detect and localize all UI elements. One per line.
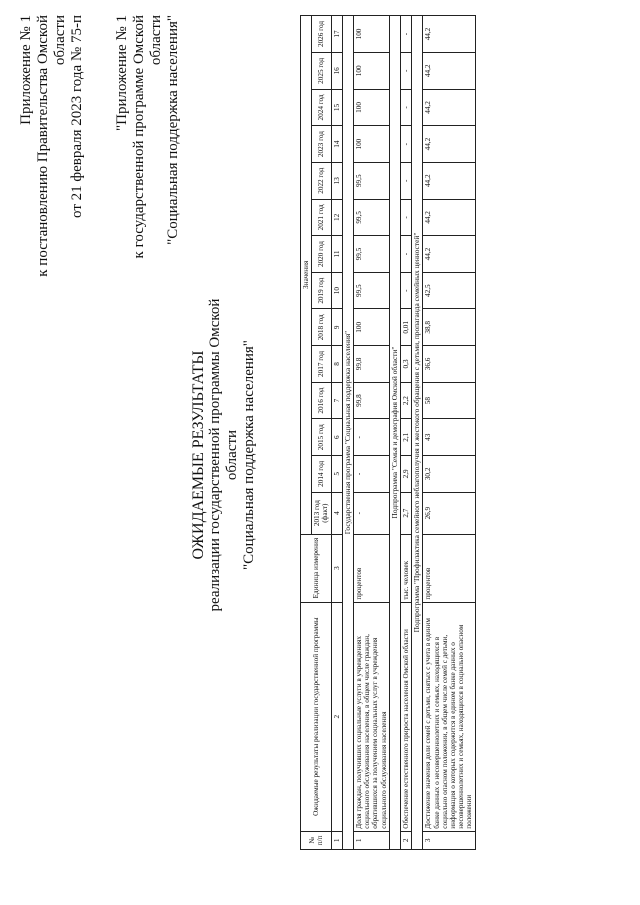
section-row-subprogram-1 <box>389 16 400 850</box>
value-cell: 2,9 <box>401 456 412 493</box>
col-number: 6 <box>331 419 342 456</box>
col-number: 7 <box>331 382 342 419</box>
value-cell: - <box>401 16 412 53</box>
results-table <box>300 15 476 850</box>
col-number: 15 <box>331 89 342 126</box>
value-cell: 44,2 <box>423 16 475 53</box>
table-row <box>354 16 390 850</box>
col-number: 17 <box>331 16 342 53</box>
year-cell: 2022 год <box>312 162 331 199</box>
col-unit: Единица измерения <box>301 534 332 602</box>
col-number: 12 <box>331 199 342 236</box>
year-cell: 2026 год <box>312 16 331 53</box>
value-cell: - <box>401 272 412 309</box>
section-row-subprogram-2 <box>412 16 423 850</box>
col-number: 13 <box>331 162 342 199</box>
value-cell: 43 <box>423 419 475 456</box>
program-name-ref: "Социальная поддержка населения" <box>165 15 181 245</box>
year-cell: 2016 год <box>312 382 331 419</box>
value-cell: - <box>401 199 412 236</box>
col-no: № п/п <box>301 831 332 849</box>
value-cell: 99,8 <box>354 382 390 419</box>
title-main: ОЖИДАЕМЫЕ РЕЗУЛЬТАТЫ <box>190 350 207 560</box>
title-block <box>190 275 258 635</box>
year-cell: 2025 год <box>312 53 331 90</box>
value-cell: 99,5 <box>354 199 390 236</box>
value-cell: - <box>401 236 412 273</box>
year-cell: 2017 год <box>312 346 331 383</box>
col-result: Ожидаемые результаты реализации государственной программы <box>301 602 332 831</box>
value-cell: 99,5 <box>354 272 390 309</box>
row-number: 1 <box>354 831 390 849</box>
col-number: 11 <box>331 236 342 273</box>
title-program: "Социальная поддержка населения" <box>241 340 257 570</box>
value-cell: 0,01 <box>401 309 412 346</box>
col-number: 4 <box>331 492 342 534</box>
col-number: 10 <box>331 272 342 309</box>
value-cell: 99,5 <box>354 162 390 199</box>
year-cell: 2019 год <box>312 272 331 309</box>
value-cell: 38,8 <box>423 309 475 346</box>
col-number: 8 <box>331 346 342 383</box>
value-cell: 100 <box>354 126 390 163</box>
header-block <box>18 15 182 305</box>
value-cell: 100 <box>354 309 390 346</box>
value-cell: 30,2 <box>423 456 475 493</box>
year-cell: 2013 год (факт) <box>312 492 331 534</box>
value-cell: 100 <box>354 16 390 53</box>
value-cell: 44,2 <box>423 162 475 199</box>
value-cell: - <box>401 53 412 90</box>
value-cell: 44,2 <box>423 53 475 90</box>
year-cell: 2023 год <box>312 126 331 163</box>
value-cell: - <box>401 89 412 126</box>
table-row <box>401 16 412 850</box>
resolution-label: к постановлению Правительства Омской области <box>35 15 68 277</box>
value-cell: 100 <box>354 53 390 90</box>
row-text: Достижение значения доли семей с детьми, снятых с учета в единим банке данных о несовершеннолетних и семьях, находящихся в социально опасном положении, в общем числе семей с детьми, информация о которых содержится в едином банке данных о несовершеннолетних и семьях, находящихся в социально опасном положении <box>423 602 475 831</box>
row-unit: процентов <box>423 534 475 602</box>
value-cell: 44,2 <box>423 126 475 163</box>
year-cell: 2015 год <box>312 419 331 456</box>
value-cell: 99,8 <box>354 346 390 383</box>
section-title: Подпрограмма "Профилактика семейного неблагополучия и жестокого обращения с детьми, пропаганда семейных ценностей" <box>412 16 423 850</box>
row-number: 2 <box>401 831 412 849</box>
value-cell: 36,6 <box>423 346 475 383</box>
year-cell: 2018 год <box>312 309 331 346</box>
row-unit: тыс. человек <box>401 534 412 602</box>
value-cell: 2,2 <box>401 382 412 419</box>
value-cell: 100 <box>354 89 390 126</box>
col-number: 5 <box>331 456 342 493</box>
appendix-2-label: "Приложение № 1 <box>114 15 130 131</box>
col-values: Значения <box>301 16 312 535</box>
value-cell: 26,9 <box>423 492 475 534</box>
value-cell: - <box>401 126 412 163</box>
value-cell: 58 <box>423 382 475 419</box>
value-cell: 44,2 <box>423 89 475 126</box>
section-row-program <box>342 16 353 850</box>
value-cell: - <box>354 419 390 456</box>
year-cell: 2020 год <box>312 236 331 273</box>
value-cell: 2,7 <box>401 492 412 534</box>
value-cell: 44,2 <box>423 199 475 236</box>
title-sub: реализации государственной программы Омской области <box>207 298 240 612</box>
value-cell: 0,3 <box>401 346 412 383</box>
col-number: 9 <box>331 309 342 346</box>
year-cell: 2021 год <box>312 199 331 236</box>
col-number: 2 <box>331 602 342 831</box>
appendix-1-label: Приложение № 1 <box>18 15 34 125</box>
year-cell: 2014 год <box>312 456 331 493</box>
row-unit: процентов <box>354 534 390 602</box>
value-cell: - <box>354 456 390 493</box>
value-cell: 42,5 <box>423 272 475 309</box>
program-ref-label: к государственной программе Омской области <box>131 15 164 259</box>
column-numbers-row <box>331 16 342 850</box>
section-title: Подпрограмма "Семья и демография Омской области" <box>389 16 400 850</box>
value-cell: - <box>401 162 412 199</box>
year-cell: 2024 год <box>312 89 331 126</box>
table-row <box>423 16 475 850</box>
col-number: 14 <box>331 126 342 163</box>
row-number: 3 <box>423 831 475 849</box>
value-cell: 44,2 <box>423 236 475 273</box>
col-number: 3 <box>331 534 342 602</box>
col-number: 1 <box>331 831 342 849</box>
row-text: Обеспечение естественного прироста населения Омской области <box>401 602 412 831</box>
value-cell: 99,5 <box>354 236 390 273</box>
col-number: 16 <box>331 53 342 90</box>
date-line: от 21 февраля 2023 года № 75-п <box>69 15 85 218</box>
value-cell: 2,1 <box>401 419 412 456</box>
table-header-row <box>301 16 312 850</box>
section-title: Государственная программа "Социальная поддержка населения" <box>342 16 353 850</box>
row-text: Доля граждан, получивших социальные услуги в учреждениях социального обслуживания населения, в общем числе граждан, обратившихся за получением социальных услуг в учреждения социального обслуживания населения <box>354 602 390 831</box>
value-cell: - <box>354 492 390 534</box>
